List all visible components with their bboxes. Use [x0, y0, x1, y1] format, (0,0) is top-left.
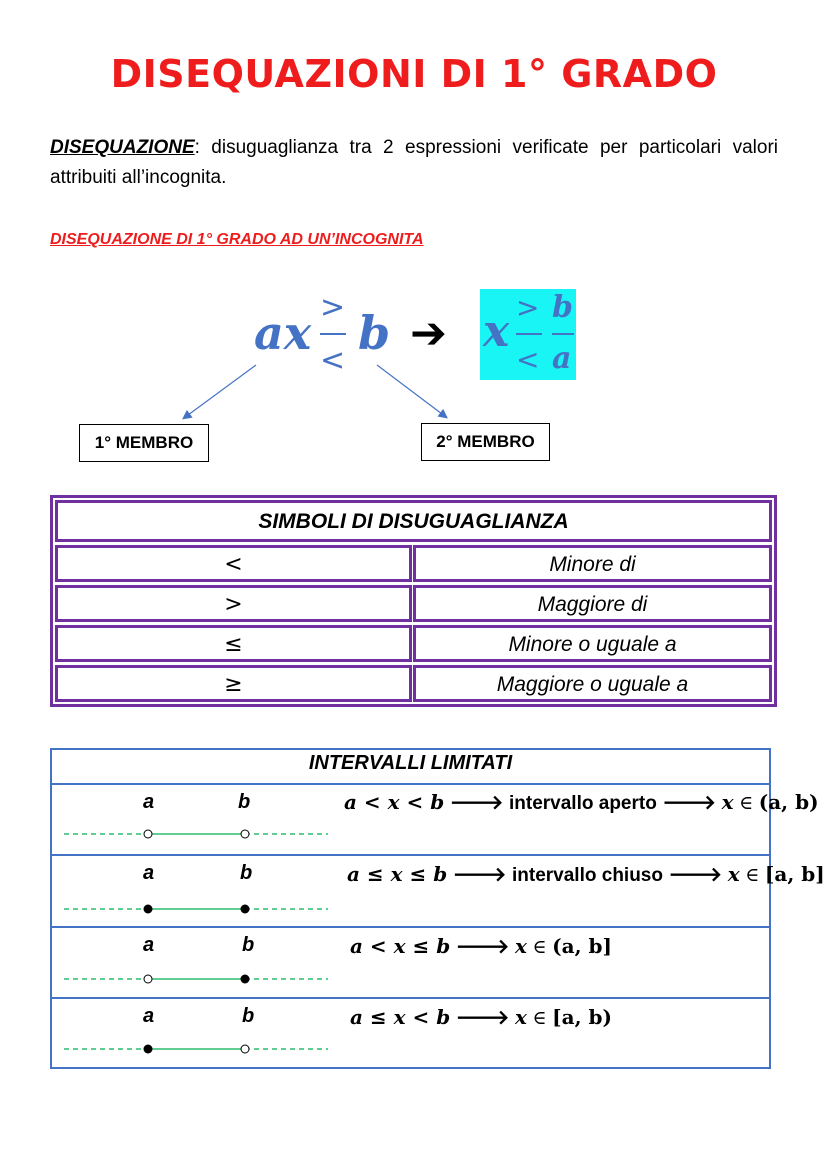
formula-rhs: b	[358, 306, 391, 360]
interval-notation: [a, b]	[764, 862, 825, 886]
closed-endpoint-b	[241, 905, 250, 914]
interval-notation: (a, b]	[552, 934, 612, 958]
endpoint-b-label: b	[240, 862, 253, 884]
inequality: a < x ≤ b	[350, 934, 451, 958]
element-of-icon: ∈	[745, 864, 760, 886]
arrow-icon: 🡒	[662, 790, 717, 814]
interval-description: intervallo aperto	[509, 793, 657, 814]
open-endpoint-b	[241, 1045, 249, 1053]
result-denominator: a	[552, 341, 572, 376]
arrow-icon: 🡒	[455, 934, 510, 958]
formula-lhs: ax	[254, 306, 312, 360]
second-member-label: 2° MEMBRO	[421, 423, 550, 461]
interval-notation: [a, b)	[552, 1005, 612, 1029]
arrow-icon: 🡒	[452, 862, 507, 886]
arrow-icon: 🡒	[455, 1005, 510, 1029]
symbol-meaning-cell: Maggiore di	[413, 585, 772, 622]
interval-description: intervallo chiuso	[512, 865, 663, 886]
closed-endpoint-a	[144, 905, 153, 914]
formula-symbol-less: <	[320, 343, 346, 378]
closed-endpoint-b	[241, 975, 250, 984]
implies-arrow-icon: ➔	[410, 308, 447, 359]
symbol-meaning-cell: Maggiore o uguale a	[413, 665, 772, 702]
formula-symbol-greater: >	[320, 290, 346, 325]
symbol-meaning-cell: Minore di	[413, 545, 772, 582]
variable: x	[515, 1005, 527, 1029]
definition-term: DISEQUAZIONE	[50, 137, 195, 158]
element-of-icon: ∈	[739, 792, 754, 814]
closed-endpoint-a	[144, 1045, 153, 1054]
interval-notation: (a, b)	[758, 790, 819, 814]
first-member-label: 1° MEMBRO	[79, 424, 209, 462]
inequality: a < x < b	[344, 790, 445, 814]
symbol-cell: ≤	[55, 625, 412, 662]
arrow-icon: 🡒	[449, 790, 504, 814]
endpoint-a-label: a	[143, 862, 155, 884]
number-line-row-3	[64, 975, 328, 984]
endpoint-a-label: a	[143, 1005, 155, 1027]
open-endpoint-b	[241, 830, 249, 838]
open-endpoint-a	[144, 830, 152, 838]
element-of-icon: ∈	[532, 1007, 547, 1029]
endpoint-b-label: b	[242, 1005, 255, 1027]
endpoint-b-label: b	[242, 934, 255, 956]
variable: x	[727, 862, 740, 886]
inequality: a ≤ x < b	[350, 1005, 451, 1029]
element-of-icon: ∈	[532, 936, 547, 958]
arrow-icon: 🡒	[668, 862, 723, 886]
symbol-meaning-cell: Minore o uguale a	[413, 625, 772, 662]
symbols-table-header: SIMBOLI DI DISUGUAGLIANZA	[55, 500, 772, 542]
open-endpoint-a	[144, 975, 152, 983]
section-subtitle: DISEQUAZIONE DI 1° GRADO AD UN’INCOGNITA	[50, 231, 424, 248]
definition-text: : disuguaglianza tra 2 espressioni verificate per particolari valori attribuiti all’incognita.	[50, 137, 778, 188]
symbol-cell: <	[55, 545, 412, 582]
result-symbol-less: <	[516, 343, 540, 376]
page-title: DISEQUAZIONI DI 1° GRADO	[110, 52, 718, 96]
result-symbol-greater: >	[516, 291, 540, 324]
intervals-table-header: INTERVALLI LIMITATI	[308, 752, 513, 774]
number-line-row-1	[64, 830, 328, 838]
variable: x	[515, 934, 527, 958]
endpoint-b-label: b	[238, 791, 251, 813]
result-numerator: b	[552, 290, 573, 325]
symbol-cell: >	[55, 585, 412, 622]
result-variable: x	[483, 306, 510, 357]
number-line-row-2	[64, 905, 328, 914]
inequality: a ≤ x ≤ b	[347, 862, 448, 886]
endpoint-a-label: a	[143, 934, 155, 956]
number-line-row-4	[64, 1045, 328, 1054]
endpoint-a-label: a	[143, 791, 155, 813]
variable: x	[721, 790, 734, 814]
symbol-cell: ≥	[55, 665, 412, 702]
